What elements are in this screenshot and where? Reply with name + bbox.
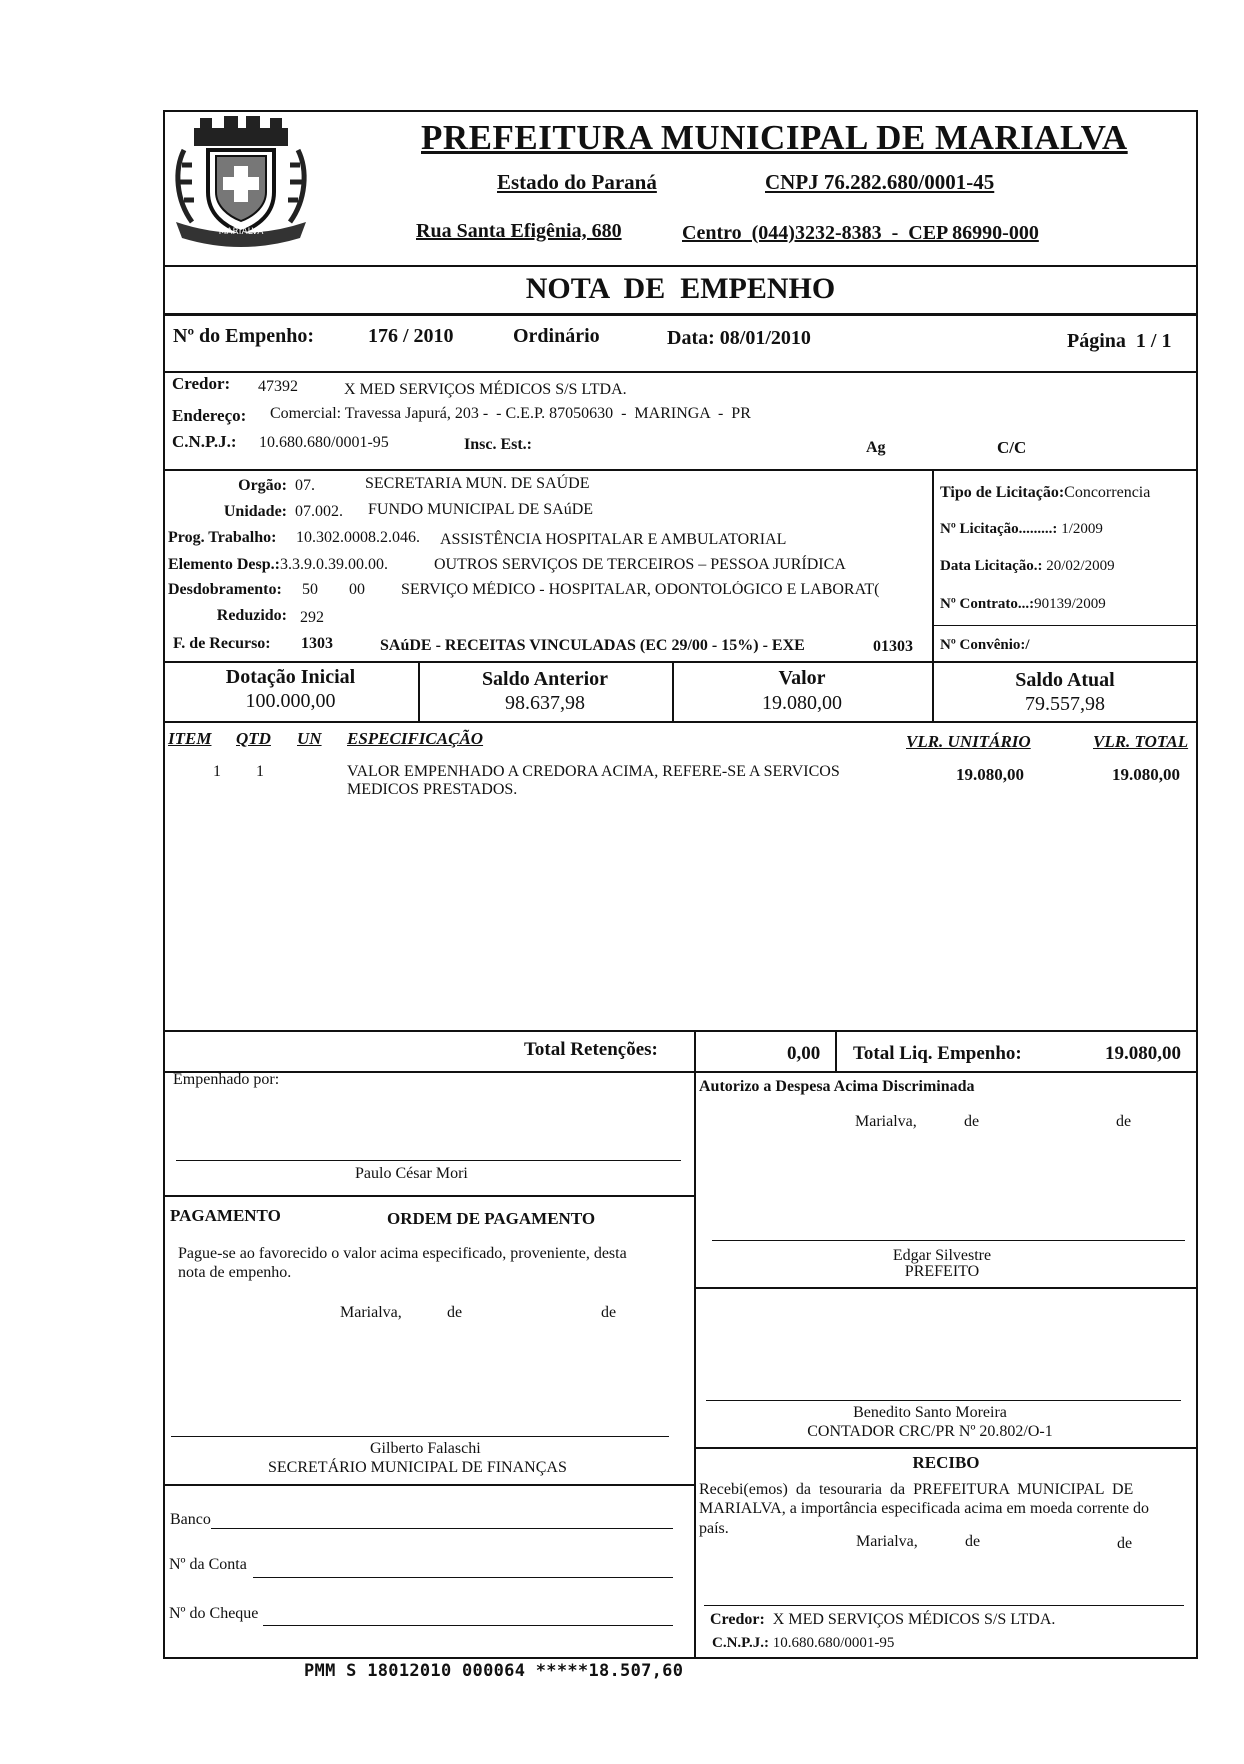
autorizo-city: Marialva, [855, 1113, 917, 1130]
licitacao-convenio: Nº Convênio:/ [940, 637, 1030, 653]
saldo-anterior-label: Saldo Anterior [481, 668, 609, 690]
autorizo-title: Autorizo a Despesa Acima Discriminada [699, 1078, 975, 1095]
credor-cnpj: 10.680.680/0001-95 [259, 434, 389, 451]
credor-cnpj-label: C.N.P.J.: [172, 432, 237, 451]
cc-label: C/C [997, 438, 1027, 457]
item-spec-line2: MEDICOS PRESTADOS. [347, 781, 518, 798]
pagamento-de1: de [447, 1304, 463, 1321]
col-unit: VLR. UNITÁRIO [906, 732, 1031, 751]
pagamento-de2: de [601, 1304, 617, 1321]
licitacao-tipo: Tipo de Licitação:Concorrencia [940, 484, 1151, 501]
document-title: NOTA DE EMPENHO [525, 272, 836, 305]
recibo-title: RECIBO [912, 1453, 980, 1472]
retencoes-label: Total Retenções: [524, 1039, 658, 1060]
item-number: 1 [213, 763, 221, 780]
unidade-label: Unidade: [223, 503, 287, 520]
pagamento-city: Marialva, [340, 1304, 402, 1321]
recibo-text2: MARIALVA, a importância especificada acima em moeda corrente do [699, 1500, 1150, 1517]
credor-name: X MED SERVIÇOS MÉDICOS S/S LTDA. [344, 381, 627, 398]
recibo-city: Marialva, [856, 1533, 918, 1550]
header-state: Estado do Paraná [497, 170, 657, 194]
item-total: 19.080,00 [1112, 765, 1180, 784]
municipal-crest-icon [168, 110, 314, 256]
saldo-atual-value: 79.557,98 [1025, 693, 1105, 715]
col-spec: ESPECIFICAÇÃO [347, 729, 484, 748]
credor-address-label: Endereço: [172, 406, 247, 425]
header-contact: Centro (044)3232-8383 - CEP 86990-000 [682, 222, 1039, 244]
licitacao-contrato: Nº Contrato...:90139/2009 [940, 596, 1106, 612]
col-total: VLR. TOTAL [1093, 732, 1189, 751]
col-qtd: QTD [236, 729, 271, 748]
elem-label: Elemento Desp.: [168, 556, 280, 573]
header-title: PREFEITURA MUNICIPAL DE MARIALVA [421, 118, 1128, 157]
prog-label: Prog. Trabalho: [168, 529, 277, 546]
reduz-label: Reduzido: [216, 607, 287, 624]
dotacao-value: 100.000,00 [245, 690, 336, 712]
desd-code1: 50 [302, 581, 318, 598]
ag-label: Ag [866, 439, 886, 456]
liquido-label: Total Liq. Empenho: [853, 1043, 1022, 1064]
recurso-name: SAúDE - RECEITAS VINCULADAS (EC 29/00 - 15%) - EXE [380, 637, 805, 654]
autorizo-de1: de [964, 1113, 980, 1130]
prog-code: 10.302.0008.2.046. [296, 529, 420, 546]
saldo-anterior-value: 98.637,98 [505, 692, 585, 714]
contador-name: Benedito Santo Moreira [853, 1404, 1007, 1421]
recibo-cnpj: C.N.P.J.: 10.680.680/0001-95 [712, 1635, 895, 1651]
col-item: ITEM [168, 729, 212, 748]
empenho-number: 176 / 2010 [368, 325, 454, 347]
conta-label: Nº da Conta [169, 1556, 247, 1573]
cheque-label: Nº do Cheque [169, 1605, 259, 1622]
credor-address: Comercial: Travessa Japurá, 203 - - C.E.P. 87050630 - MARINGA - PR [270, 405, 751, 422]
elem-name: OUTROS SERVIÇOS DE TERCEIROS – PESSOA JURÍDICA [434, 556, 846, 573]
recurso-label: F. de Recurso: [173, 635, 271, 652]
elem-code: 3.3.9.0.39.00.00. [280, 556, 388, 573]
saldo-atual-label: Saldo Atual [1015, 669, 1115, 691]
pagamento-signer: Gilberto Falaschi [370, 1440, 481, 1457]
recibo-text1: Recebi(emos) da tesouraria da PREFEITURA MUNICIPAL DE [699, 1481, 1134, 1498]
item-spec-line1: VALOR EMPENHADO A CREDORA ACIMA, REFERE-SE A SERVICOS [347, 763, 840, 780]
pagamento-text2: nota de empenho. [178, 1264, 292, 1281]
desd-name: SERVIÇO MÉDICO - HOSPITALAR, ODONTOLÓGICO E LABORAT( [401, 581, 880, 598]
recurso-code: 1303 [301, 635, 333, 652]
ordem-pagamento-label: ORDEM DE PAGAMENTO [387, 1209, 596, 1228]
prog-name: ASSISTÊNCIA HOSPITALAR E AMBULATORIAL [440, 531, 787, 548]
retencoes-value: 0,00 [787, 1043, 821, 1064]
empenho-date: Data: 08/01/2010 [667, 327, 811, 349]
liquido-value: 19.080,00 [1105, 1043, 1181, 1064]
header-cnpj: CNPJ 76.282.680/0001-45 [765, 170, 995, 194]
reduz-code: 292 [300, 609, 324, 626]
svg-text:MARIALVA: MARIALVA [218, 227, 264, 237]
autorizo-signer: Edgar Silvestre [892, 1247, 992, 1264]
licitacao-data: Data Licitação.: 20/02/2009 [940, 558, 1115, 574]
footer-stamp: PMM S 18012010 000064 *****18.507,60 [304, 1661, 684, 1681]
valor-label: Valor [778, 667, 826, 689]
insc-label: Insc. Est.: [464, 436, 533, 453]
empenho-label: Nº do Empenho: [173, 325, 315, 347]
banco-label: Banco [170, 1511, 211, 1528]
recibo-text3: país. [699, 1520, 729, 1537]
empenhado-name: Paulo César Mori [355, 1165, 468, 1182]
header-address: Rua Santa Efigênia, 680 [416, 220, 622, 242]
orgao-name: SECRETARIA MUN. DE SAÚDE [365, 475, 590, 492]
autorizo-de2: de [1116, 1113, 1132, 1130]
valor-value: 19.080,00 [762, 692, 842, 714]
orgao-code: 07. [295, 477, 315, 494]
pagamento-label: PAGAMENTO [170, 1206, 281, 1225]
recibo-credor: Credor: X MED SERVIÇOS MÉDICOS S/S LTDA. [710, 1611, 1056, 1628]
pagamento-role: SECRETÁRIO MUNICIPAL DE FINANÇAS [268, 1459, 567, 1476]
orgao-label: Orgão: [238, 477, 287, 494]
dotacao-label: Dotação Inicial [225, 666, 356, 688]
desd-code2: 00 [349, 581, 365, 598]
empenho-type: Ordinário [513, 325, 600, 347]
credor-label: Credor: [172, 374, 231, 393]
col-un: UN [297, 729, 322, 748]
unidade-name: FUNDO MUNICIPAL DE SAúDE [368, 501, 594, 518]
desd-label: Desdobramento: [168, 581, 282, 598]
empenho-page: Página 1 / 1 [1067, 330, 1172, 352]
pagamento-text1: Pague-se ao favorecido o valor acima especificado, proveniente, desta [178, 1245, 627, 1262]
unidade-code: 07.002. [295, 503, 343, 520]
recibo-de2: de [1117, 1535, 1133, 1552]
recibo-de1: de [965, 1533, 981, 1550]
recurso-code2: 01303 [873, 638, 913, 655]
empenhado-label: Empenhado por: [173, 1071, 280, 1088]
autorizo-role: PREFEITO [904, 1263, 980, 1280]
licitacao-numero: Nº Licitação.........: 1/2009 [940, 521, 1103, 537]
item-qtd: 1 [256, 763, 264, 780]
credor-code: 47392 [258, 378, 298, 395]
item-unit: 19.080,00 [956, 765, 1024, 784]
contador-role: CONTADOR CRC/PR Nº 20.802/O-1 [807, 1423, 1053, 1440]
